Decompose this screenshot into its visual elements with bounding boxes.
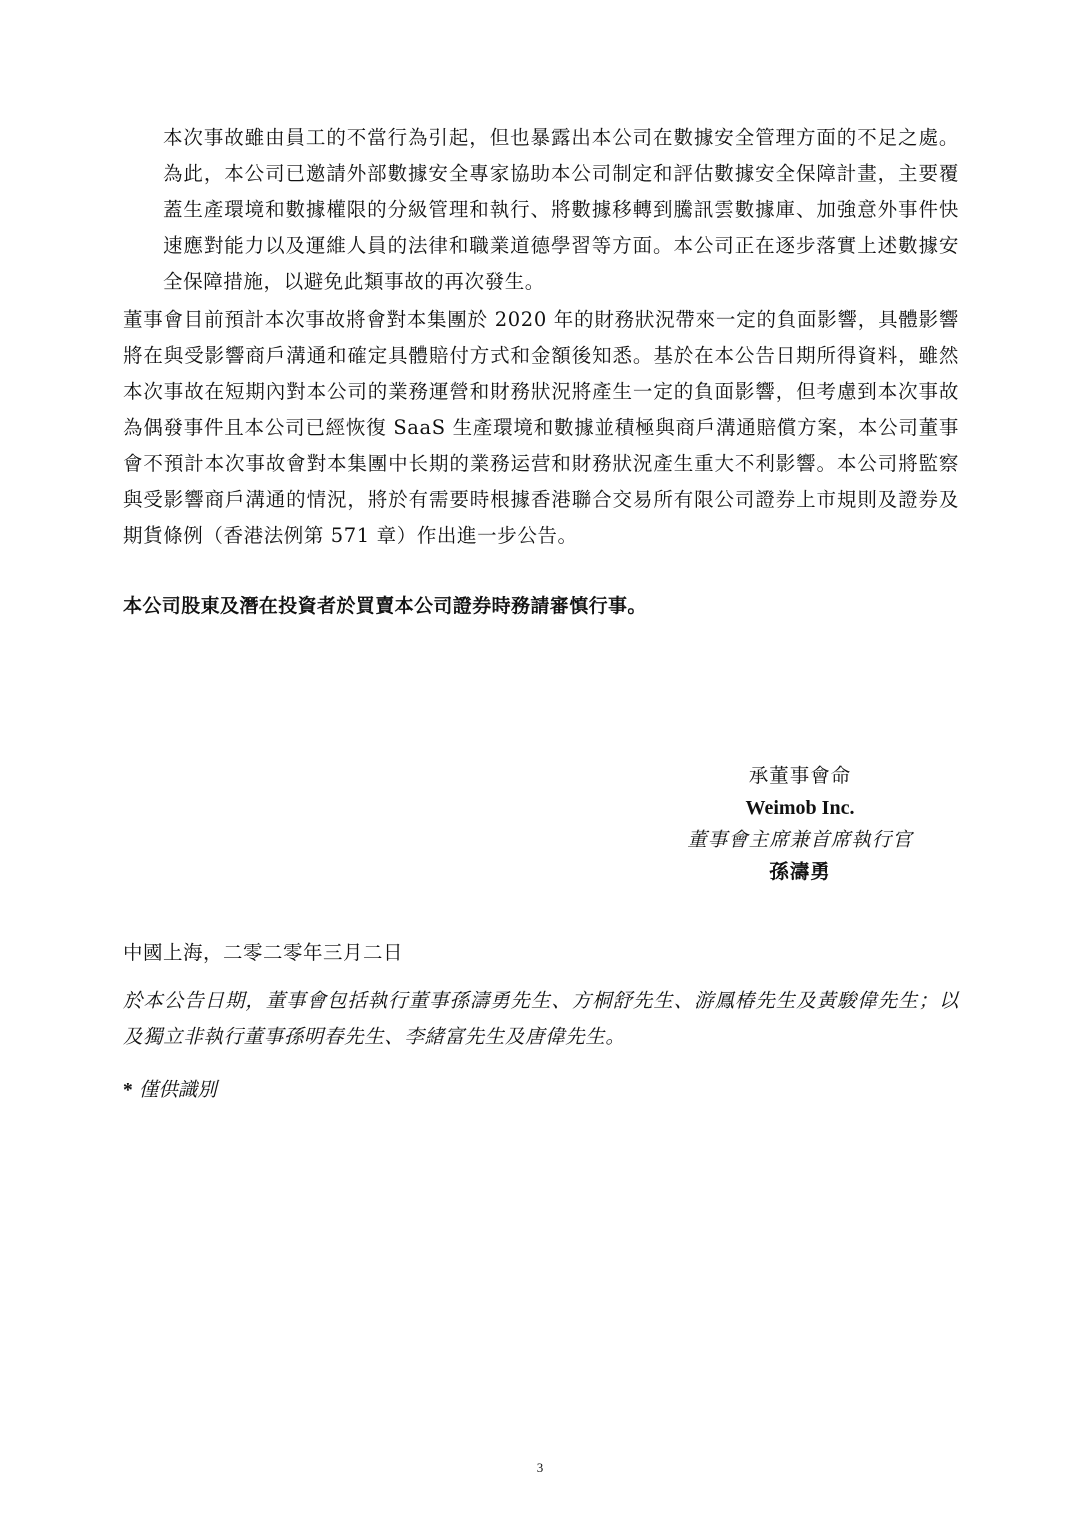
signature-order: 承董事會命 <box>748 764 852 787</box>
footnote-marker: * <box>123 1080 133 1101</box>
incident-remediation-paragraph: 本次事故雖由員工的不當行為引起，但也暴露出本公司在數據安全管理方面的不足之處。為此，本公司已邀請外部數據安全專家協助本公司制定和評估數據安全保障計畫，主要覆蓋生產環境和數據權限的分級管理和執行、將數據移轉到騰訊雲數據庫、加強意外事件快速應對能力以及運維人員的法律和職業道德學習等方面。本公司正在逐步落實上述數據安全保障措施，以避免此類事故的再次發生。 <box>163 126 959 293</box>
financial-impact-paragraph: 董事會目前預計本次事故將會對本集團於 2020 年的財務狀況帶來一定的負面影響，具體影響將在與受影響商戶溝通和確定具體賠付方式和金額後知悉。基於在本公告日期所得資料，雖然本次事故在短期內對本公司的業務運營和財務狀況將產生一定的負面影響，但考慮到本次事故為偶發事件且本公司已經恢復 SaaS 生產環境和數據並積極與商戶溝通賠償方案，本公司董事會不預計本次事故會對本集團中长期的業務运营和財務狀況產生重大不利影響。本公司將監察與受影響商戶溝通的情況，將於有需要時根據香港聯合交易所有限公司證券上市規則及證券及期貨條例（香港法例第 571 章）作出進一步公告。 <box>123 308 959 547</box>
date-line: 中國上海，二零二零年三月二日 <box>123 941 404 964</box>
page-number: 3 <box>536 1460 544 1475</box>
signature-role: 董事會主席兼首席執行官 <box>687 828 913 851</box>
signature-name: 孫濤勇 <box>769 860 831 883</box>
footnote-text: 僅供識別 <box>138 1078 217 1101</box>
directors-note: 於本公告日期，董事會包括執行董事孫濤勇先生、方桐舒先生、游鳳椿先生及黃駿偉先生；以及獨立非執行董事孫明春先生、李緒富先生及唐偉先生。 <box>123 989 959 1048</box>
footnote <box>123 1072 217 1109</box>
signature-block <box>620 760 980 888</box>
signature-company: Weimob Inc. <box>745 797 855 819</box>
investor-warning: 本公司股東及潛在投資者於買賣本公司證券時務請審慎行事。 <box>123 595 647 617</box>
